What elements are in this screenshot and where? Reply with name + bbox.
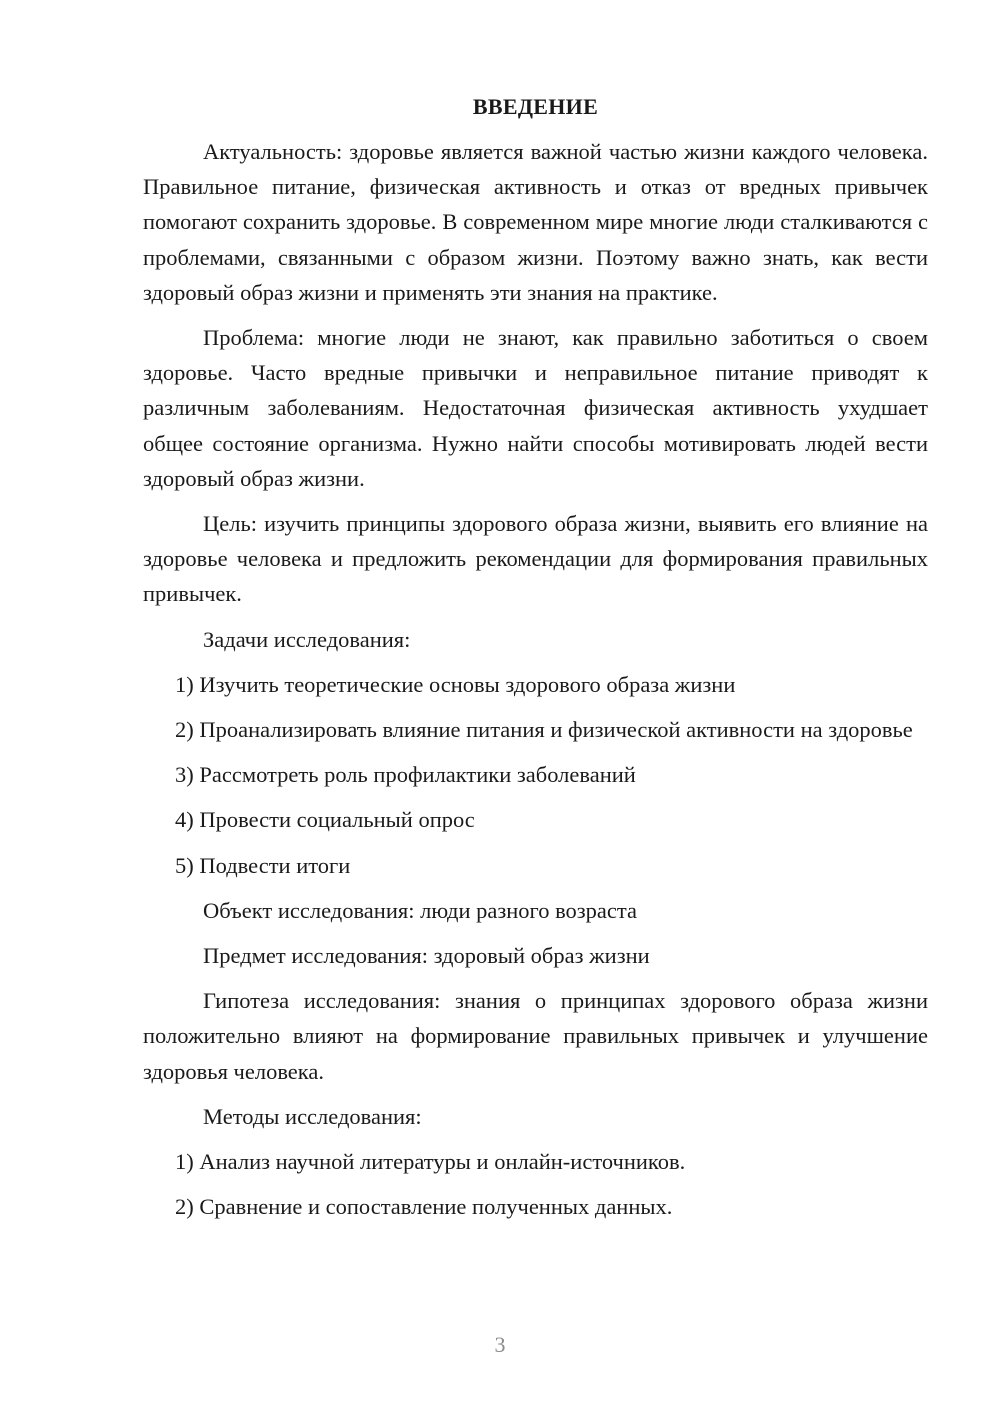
page-title: ВВЕДЕНИЕ	[472, 94, 599, 119]
task-item-3: 3) Рассмотреть роль профилактики заболеваний	[175, 762, 636, 788]
goal-paragraph: Цель: изучить принципы здорового образа жизни, выявить его влияние на здоровье человека и предложить рекомендации для формирования правильных привычек.	[143, 511, 928, 607]
task-item-5: 5) Подвести итоги	[175, 852, 351, 878]
page-content	[143, 92, 928, 1234]
task-item-1: 1) Изучить теоретические основы здорового образа жизни	[175, 671, 736, 697]
research-subject: Предмет исследования: здоровый образ жизни	[203, 943, 650, 969]
task-item-4: 4) Провести социальный опрос	[175, 807, 475, 833]
methods-heading: Методы исследования:	[203, 1103, 422, 1129]
problem-paragraph: Проблема: многие люди не знают, как правильно заботиться о своем здоровье. Часто вредные привычки и неправильное питание приводят к различным заболеваниям. Недостаточная физическая активность ухудшает общее состояние организма. Нужно найти способы мотивировать людей вести здоровый образ жизни.	[143, 325, 928, 491]
method-item-2: 2) Сравнение и сопоставление полученных данных.	[175, 1194, 673, 1220]
page-number: 3	[494, 1332, 506, 1357]
research-object: Объект исследования: люди разного возраста	[203, 897, 637, 923]
method-item-1: 1) Анализ научной литературы и онлайн-источников.	[175, 1149, 686, 1175]
tasks-heading: Задачи исследования:	[203, 626, 411, 652]
hypothesis-paragraph: Гипотеза исследования: знания о принципах здорового образа жизни положительно влияют на формирование правильных привычек и улучшение здоровья человека.	[143, 988, 928, 1084]
relevance-paragraph: Актуальность: здоровье является важной частью жизни каждого человека. Правильное питание, физическая активность и отказ от вредных привычек помогают сохранить здоровье. В современном мире многие люди сталкиваются с проблемами, связанными с образом жизни. Поэтому важно знать, как вести здоровый образ жизни и применять эти знания на практике.	[143, 139, 928, 305]
task-item-2: 2) Проанализировать влияние питания и физической активности на здоровье	[175, 717, 913, 743]
